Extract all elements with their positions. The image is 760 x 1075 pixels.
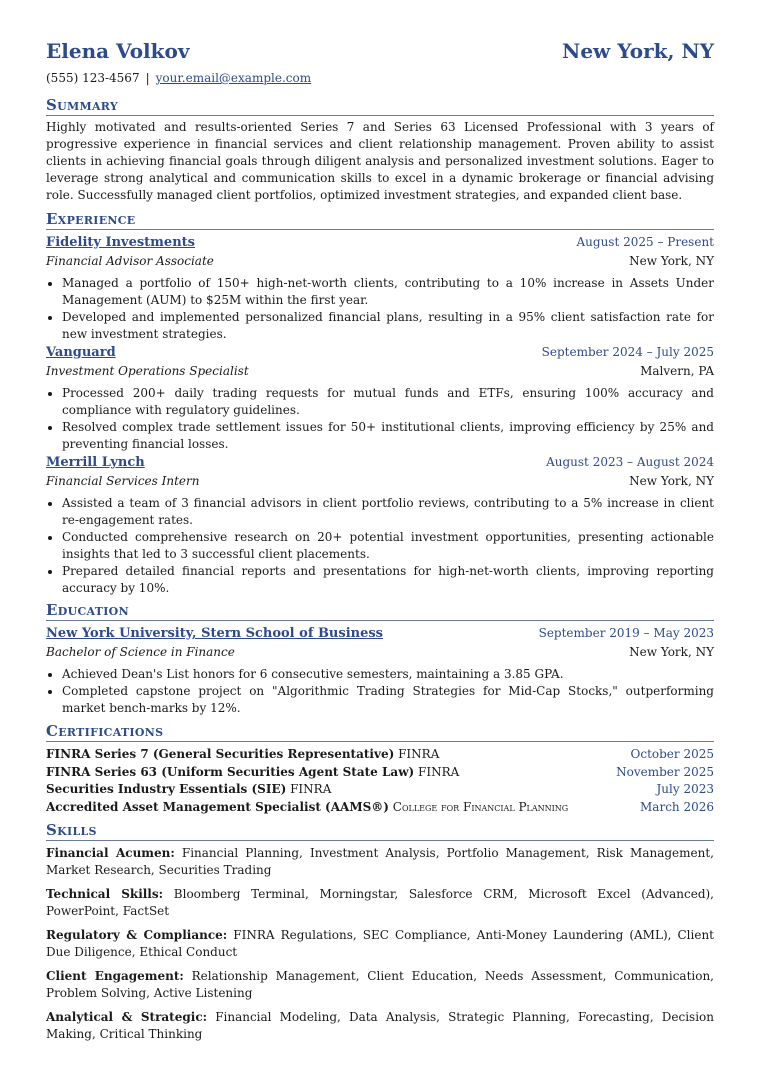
job-location: New York, NY	[629, 254, 714, 268]
skill-group	[46, 968, 714, 1002]
skill-group	[46, 927, 714, 961]
certification-issuer: FINRA	[398, 747, 440, 761]
certification-item	[46, 746, 714, 764]
skill-group	[46, 845, 714, 879]
candidate-location: New York, NY	[562, 39, 714, 63]
job-location: Malvern, PA	[640, 364, 714, 378]
job-dates: September 2024 – July 2025	[541, 345, 714, 359]
skill-label: Technical Skills:	[46, 887, 164, 901]
company-name[interactable]: Vanguard	[46, 345, 116, 360]
skill-text: FINRA Regulations, SEC Compliance, Anti-Money Laundering (AML), Client Due Diligence, Ethical Conduct	[46, 928, 714, 959]
job-bullet: • Prepared detailed financial reports and presentations for high-net-worth clients, improving reporting accuracy by 10%.	[62, 563, 714, 597]
job-location: New York, NY	[629, 474, 714, 488]
job-bullet: • Conducted comprehensive research on 20+ potential investment opportunities, presenting actionable insights that led to 3 successful client placements.	[62, 529, 714, 563]
certification-item	[46, 799, 714, 817]
job-bullet: • Processed 200+ daily trading requests for mutual funds and ETFs, ensuring 100% accuracy and compliance with regulatory guidelines.	[62, 385, 714, 419]
certification-name: Securities Industry Essentials (SIE)	[46, 782, 287, 796]
job-bullets	[46, 385, 714, 453]
certification-list	[46, 746, 714, 816]
certification-name: FINRA Series 63 (Uniform Securities Agent State Law)	[46, 764, 415, 779]
skill-label: Regulatory & Compliance:	[46, 928, 228, 942]
certification-item	[46, 781, 714, 799]
education-entry	[46, 624, 714, 717]
certification-date: October 2025	[630, 747, 714, 761]
skill-text: Financial Modeling, Data Analysis, Strategic Planning, Forecasting, Decision Making, Critical Thinking	[46, 1010, 714, 1041]
skill-text: Bloomberg Terminal, Morningstar, Salesforce CRM, Microsoft Excel (Advanced), PowerPoint, FactSet	[46, 887, 714, 918]
certification-item	[46, 764, 714, 782]
summary-text: Highly motivated and results-oriented Series 7 and Series 63 Licensed Professional with 3 years of progressive experience in financial services and client relationship management. Proven ability to assist clients in achieving financial goals through diligent analysis and personalized investment solutions. Eager to leverage strong analytical and communication skills to excel in a dynamic brokerage or financial advising role. Successfully managed client portfolios, optimized investment strategies, and expanded client base.	[46, 120, 714, 202]
skill-label: Financial Acumen:	[46, 846, 175, 860]
education-bullet: • Completed capstone project on "Algorithmic Trading Strategies for Mid-Cap Stocks," outperforming market bench-marks by 12%.	[62, 683, 714, 717]
education-bullets	[46, 666, 714, 717]
skills-list	[46, 845, 714, 1043]
skill-label: Analytical & Strategic:	[46, 1010, 208, 1024]
job-entry	[46, 233, 714, 343]
certification-issuer: FINRA	[290, 782, 332, 796]
certification-date: November 2025	[616, 764, 714, 779]
skill-group	[46, 1009, 714, 1043]
education-dates: September 2019 – May 2023	[538, 626, 714, 640]
certification-issuer: College for Financial Planning	[392, 799, 569, 814]
certification-issuer: FINRA	[418, 764, 460, 779]
section-title-summary: Summary	[46, 96, 714, 116]
phone-number: (555) 123-4567	[46, 71, 140, 85]
job-entry	[46, 343, 714, 453]
skill-group	[46, 886, 714, 920]
education-location: New York, NY	[629, 645, 714, 659]
certification-name: Accredited Asset Management Specialist (AAMS®)	[46, 799, 389, 814]
contact-separator: |	[145, 71, 150, 85]
job-dates: August 2025 – Present	[576, 235, 714, 249]
job-role: Investment Operations Specialist	[46, 364, 249, 378]
job-role: Financial Services Intern	[46, 474, 200, 488]
education-bullet: • Achieved Dean's List honors for 6 consecutive semesters, maintaining a 3.85 GPA.	[62, 666, 714, 683]
candidate-name: Elena Volkov	[46, 39, 190, 63]
school-name[interactable]: New York University, Stern School of Business	[46, 626, 383, 641]
skill-label: Client Engagement:	[46, 969, 184, 983]
job-entry	[46, 453, 714, 597]
section-title-education: Education	[46, 601, 714, 621]
certification-date: March 2026	[640, 799, 714, 814]
section-title-certifications: Certifications	[46, 722, 714, 742]
certification-name: FINRA Series 7 (General Securities Representative)	[46, 747, 395, 761]
company-name[interactable]: Fidelity Investments	[46, 235, 195, 250]
job-bullet: • Resolved complex trade settlement issues for 50+ institutional clients, improving efficiency by 25% and preventing financial losses.	[62, 419, 714, 453]
contact-line	[46, 70, 714, 87]
section-title-experience: Experience	[46, 210, 714, 230]
skill-text: Relationship Management, Client Education, Needs Assessment, Communication, Problem Solving, Active Listening	[46, 969, 714, 1000]
skill-text: Financial Planning, Investment Analysis, Portfolio Management, Risk Management, Market Research, Securities Trading	[46, 846, 714, 877]
company-name[interactable]: Merrill Lynch	[46, 455, 145, 470]
job-role: Financial Advisor Associate	[46, 254, 214, 268]
job-bullets	[46, 275, 714, 343]
degree: Bachelor of Science in Finance	[46, 645, 235, 659]
certification-date: July 2023	[656, 782, 714, 796]
email-link[interactable]: your.email@example.com	[155, 71, 312, 85]
job-bullet: • Managed a portfolio of 150+ high-net-worth clients, contributing to a 10% increase in Assets Under Management (AUM) to $25M within the first year.	[62, 275, 714, 309]
job-dates: August 2023 – August 2024	[546, 455, 714, 469]
job-bullet: • Developed and implemented personalized financial plans, resulting in a 95% client satisfaction rate for new investment strategies.	[62, 309, 714, 343]
job-bullet: • Assisted a team of 3 financial advisors in client portfolio reviews, contributing to a 5% increase in client re-engagement rates.	[62, 495, 714, 529]
section-title-skills: Skills	[46, 821, 714, 841]
resume-header	[46, 38, 714, 64]
job-bullets	[46, 495, 714, 597]
